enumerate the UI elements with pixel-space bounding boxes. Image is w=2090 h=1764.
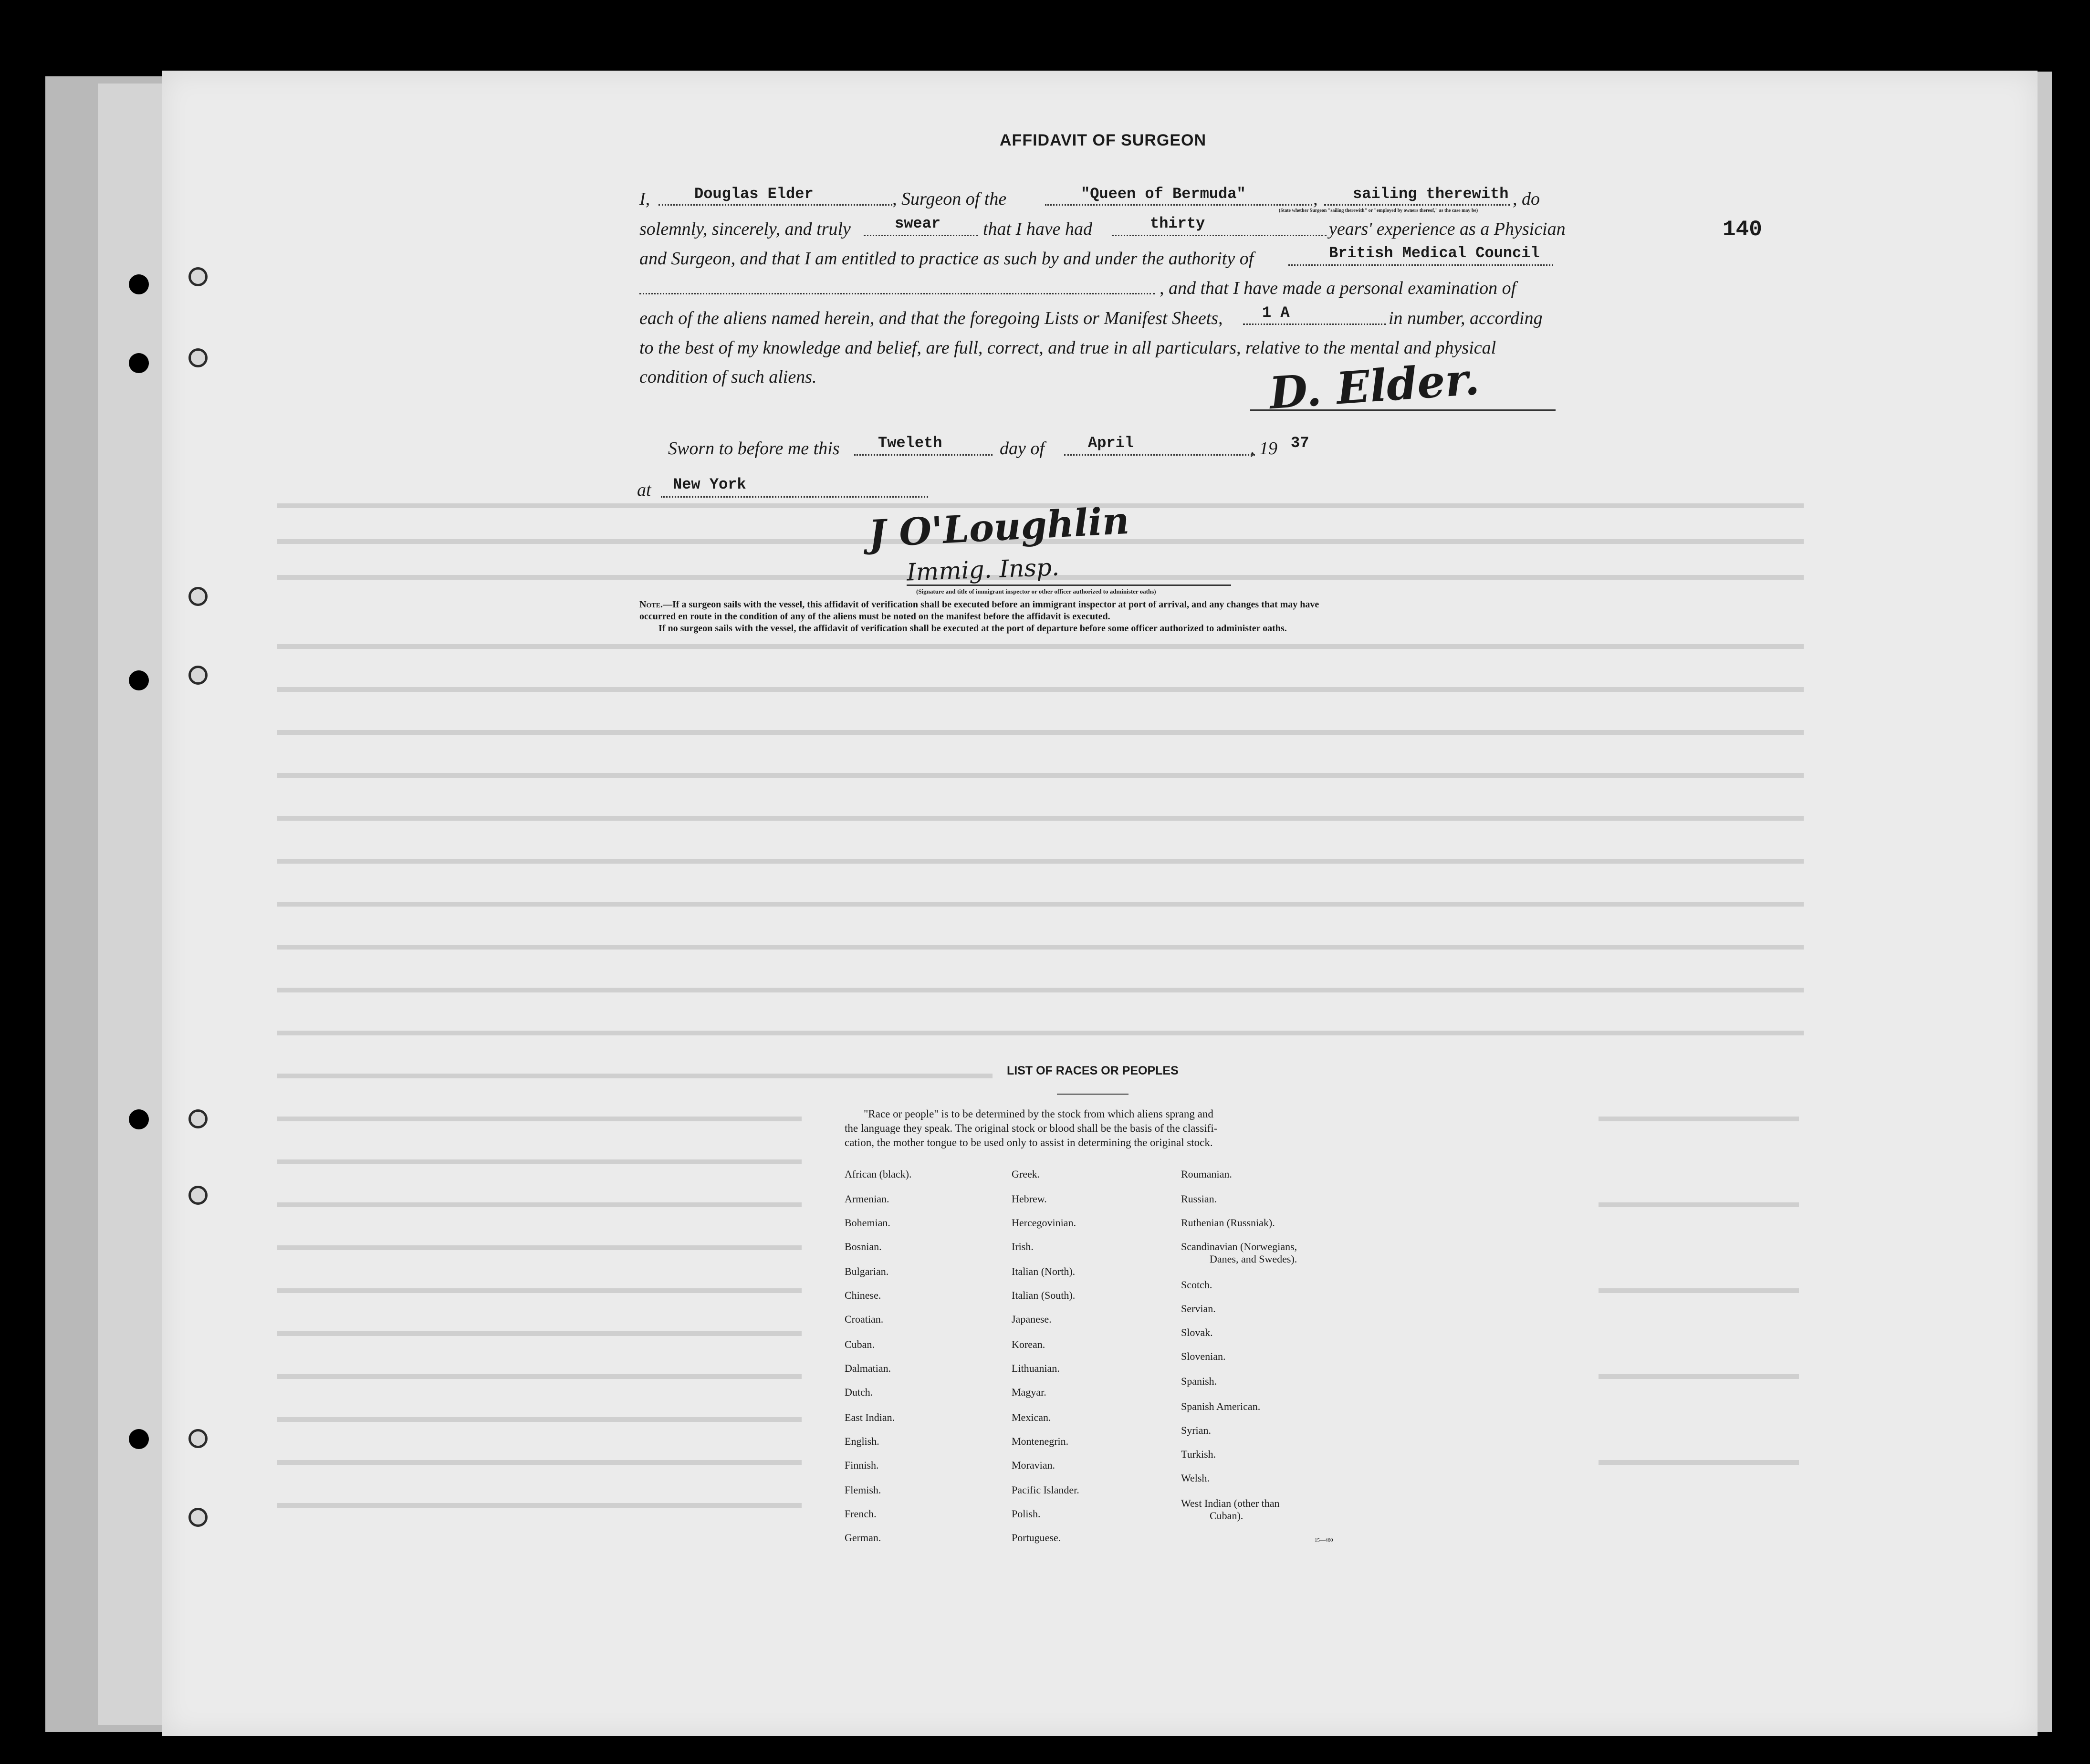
- page-number: 140: [1723, 217, 1762, 242]
- binder-ring: [188, 267, 208, 286]
- sworn-place-field: New York: [673, 476, 746, 493]
- affidavit-line6: to the best of my knowledge and belief, are full, correct, and true in all particulars, relative to the mental and physical: [639, 338, 1496, 358]
- race-list-item: Scandinavian (Norwegians,: [1181, 1241, 1297, 1253]
- affidavit-note-line1: [639, 599, 1319, 610]
- surgeon-name-field: Douglas Elder: [694, 185, 814, 203]
- sheets-field: 1 A: [1262, 304, 1290, 322]
- binder-ring: [188, 1508, 208, 1527]
- surgeon-name-underline: [658, 204, 892, 206]
- sailing-note: (State whether Surgeon "sailing therewith" or "employed by owners thereof," as the case may be): [1279, 208, 1478, 213]
- affidavit-line2-end: years' experience as a Physician: [1329, 219, 1566, 239]
- authority-continuation-underline: [639, 293, 1155, 294]
- affidavit-line1-comma: ,: [1313, 189, 1318, 209]
- races-intro-line2: the language they speak. The original stock or blood shall be the basis of the classifi-: [845, 1122, 1218, 1134]
- race-list-item: Armenian.: [845, 1193, 889, 1205]
- race-list-item: Greek.: [1012, 1168, 1040, 1180]
- affidavit-line1-end: , do: [1513, 189, 1540, 209]
- race-list-item: Finnish.: [845, 1459, 879, 1471]
- sworn-place-underline: [661, 496, 928, 498]
- binder-ring: [188, 1429, 208, 1448]
- race-list-item: Portuguese.: [1012, 1532, 1061, 1544]
- affidavit-title: AFFIDAVIT OF SURGEON: [1000, 131, 1207, 149]
- race-list-item: Polish.: [1012, 1508, 1041, 1520]
- race-list-item: Lithuanian.: [1012, 1362, 1060, 1374]
- binder-ring: [188, 666, 208, 685]
- races-intro-line1: "Race or people" is to be determined by the stock from which aliens sprang and: [864, 1108, 1213, 1120]
- inspector-signature-line: [907, 585, 1231, 586]
- years-underline: [1112, 235, 1327, 236]
- race-list-item: French.: [845, 1508, 877, 1520]
- race-list-item: Chinese.: [845, 1289, 881, 1301]
- races-title: LIST OF RACES OR PEOPLES: [1007, 1064, 1179, 1077]
- race-list-item: Flemish.: [845, 1484, 881, 1496]
- race-list-item: Scotch.: [1181, 1279, 1212, 1291]
- oath-field: swear: [895, 215, 941, 232]
- race-list-item: Irish.: [1012, 1241, 1034, 1253]
- authority-field: British Medical Council: [1329, 244, 1540, 262]
- sailing-status-underline: [1324, 204, 1510, 206]
- race-list-item: Spanish American.: [1181, 1400, 1261, 1412]
- race-list-item: West Indian (other than: [1181, 1497, 1280, 1509]
- sheet-right-edge: [2038, 72, 2052, 1732]
- race-list-item: Slovenian.: [1181, 1350, 1226, 1362]
- affidavit-line1-text: , Surgeon of the: [892, 189, 1007, 209]
- affidavit-note-line2: occurred en route in the condition of any of the aliens must be noted on the manifest before the affidavit is executed.: [639, 611, 1110, 622]
- race-list-item: Dutch.: [845, 1386, 873, 1398]
- races-intro-line3: cation, the mother tongue to be used only to assist in determining the original stock.: [845, 1137, 1213, 1148]
- inspector-caption: (Signature and title of immigrant inspector or other officer authorized to administer oaths): [916, 588, 1156, 595]
- race-list-item: Turkish.: [1181, 1448, 1216, 1460]
- sworn-century: , 19: [1250, 438, 1277, 459]
- surgeon-signature: D. Elder.: [1267, 353, 1481, 419]
- affidavit-line7: condition of such aliens.: [639, 367, 817, 387]
- affidavit-line5-text: each of the aliens named herein, and that the foregoing Lists or Manifest Sheets,: [639, 308, 1223, 328]
- race-list-item: Syrian.: [1181, 1424, 1211, 1436]
- race-list-item: Mexican.: [1012, 1411, 1051, 1423]
- sworn-month-field: April: [1088, 434, 1134, 452]
- race-list-item: Pacific Islander.: [1012, 1484, 1079, 1496]
- race-list-item: Montenegrin.: [1012, 1435, 1069, 1447]
- sworn-day-underline: [854, 454, 993, 456]
- binder-hole: [129, 670, 149, 690]
- affidavit-line1-prefix: I,: [639, 189, 650, 209]
- race-list-item: Hebrew.: [1012, 1193, 1047, 1205]
- binder-ring: [188, 348, 208, 367]
- binder-ring: [188, 587, 208, 606]
- race-list-item: Roumanian.: [1181, 1168, 1232, 1180]
- vessel-name-underline: [1045, 204, 1312, 206]
- race-list-item: Dalmatian.: [845, 1362, 891, 1374]
- race-list-item: German.: [845, 1532, 881, 1544]
- binder-ring: [188, 1186, 208, 1205]
- inspector-signature: J O'Loughlin: [867, 499, 1130, 556]
- race-list-item: Moravian.: [1012, 1459, 1055, 1471]
- race-list-item: Japanese.: [1012, 1313, 1052, 1325]
- binder-hole: [129, 353, 149, 373]
- form-number: 15—460: [1315, 1537, 1333, 1543]
- affidavit-line4-text: , and that I have made a personal examination of: [1160, 278, 1516, 298]
- affidavit-line2-mid: that I have had: [983, 219, 1093, 239]
- race-list-item: African (black).: [845, 1168, 912, 1180]
- sworn-at: at: [637, 480, 651, 500]
- race-list-item: Ruthenian (Russniak).: [1181, 1217, 1275, 1229]
- sworn-year-field: 37: [1291, 434, 1309, 452]
- inspector-title: Immig. Insp.: [906, 553, 1060, 586]
- races-title-rule: [1057, 1094, 1129, 1095]
- race-list-item: Russian.: [1181, 1193, 1217, 1205]
- sworn-text: Sworn to before me this: [668, 438, 840, 459]
- affidavit-line3-text: and Surgeon, and that I am entitled to practice as such by and under the authority of: [639, 249, 1254, 269]
- binder-hole: [129, 1429, 149, 1449]
- race-list-item: Korean.: [1012, 1338, 1045, 1350]
- race-list-item: Magyar.: [1012, 1386, 1046, 1398]
- race-list-item: Slovak.: [1181, 1326, 1213, 1338]
- sailing-status-field: sailing therewith: [1353, 185, 1509, 203]
- binder-hole: [129, 1109, 149, 1129]
- affidavit-line2-text: solemnly, sincerely, and truly: [639, 219, 851, 239]
- race-list-item: Italian (North).: [1012, 1265, 1076, 1277]
- note-label: Note.: [639, 599, 663, 610]
- race-list-item: Danes, and Swedes).: [1210, 1253, 1297, 1265]
- surgeon-signature-line: [1250, 409, 1556, 411]
- race-list-item: Spanish.: [1181, 1375, 1217, 1387]
- vessel-name-field: "Queen of Bermuda": [1081, 185, 1246, 203]
- note-text1: —If a surgeon sails with the vessel, this affidavit of verification shall be executed before an immigrant inspector at port of arrival, and any changes that may have: [663, 599, 1319, 610]
- oath-underline: [864, 235, 978, 236]
- authority-underline: [1288, 264, 1553, 266]
- race-list-item: Cuban.: [845, 1338, 875, 1350]
- affidavit-line5-end: in number, according: [1389, 308, 1543, 328]
- race-list-item: Bohemian.: [845, 1217, 890, 1229]
- race-list-item: East Indian.: [845, 1411, 895, 1423]
- sworn-month-underline: [1064, 454, 1255, 456]
- binder-ring: [188, 1109, 208, 1128]
- sworn-day-of: day of: [1000, 438, 1045, 459]
- race-list-item: Croatian.: [845, 1313, 884, 1325]
- race-list-item: Cuban).: [1210, 1510, 1244, 1522]
- race-list-item: Italian (South).: [1012, 1289, 1076, 1301]
- sworn-day-field: Tweleth: [878, 434, 942, 452]
- race-list-item: English.: [845, 1435, 879, 1447]
- race-list-item: Hercegovinian.: [1012, 1217, 1076, 1229]
- race-list-item: Bosnian.: [845, 1241, 882, 1253]
- affidavit-note-line3: If no surgeon sails with the vessel, the affidavit of verification shall be executed at the port of departure before some officer authorized to administer oaths.: [658, 623, 1287, 634]
- years-field: thirty: [1150, 215, 1205, 232]
- race-list-item: Welsh.: [1181, 1472, 1210, 1484]
- race-list-item: Servian.: [1181, 1303, 1216, 1315]
- binder-hole: [129, 274, 149, 294]
- sheets-underline: [1243, 324, 1386, 325]
- race-list-item: Bulgarian.: [845, 1265, 889, 1277]
